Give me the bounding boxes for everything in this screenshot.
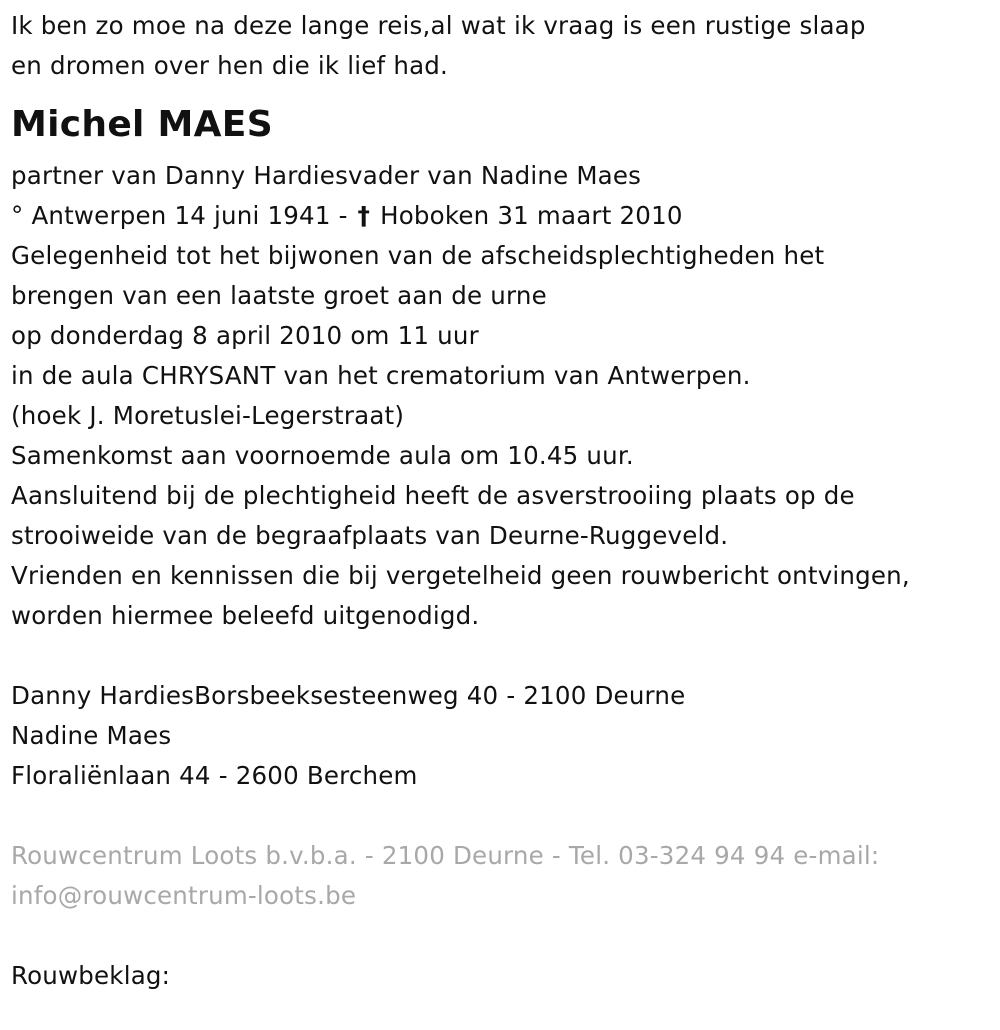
funeral-home-info: Rouwcentrum Loots b.v.b.a. - 2100 Deurne - Tel. 03-324 94 94 e-mail: [11,841,880,870]
ceremony-line: Samenkomst aan voornoemde aula om 10.45 uur. [11,441,634,470]
ceremony-line: worden hiermee beleefd uitgenodigd. [11,601,480,630]
death-info: Hoboken 31 maart 2010 [380,201,683,230]
cross-icon: † [357,201,371,230]
ceremony-line: op donderdag 8 april 2010 om 11 uur [11,321,479,350]
intro-quote-line-1: Ik ben zo moe na deze lange reis,al wat ik vraag is een rustige slaap [11,11,866,40]
funeral-home-email[interactable]: info@rouwcentrum-loots.be [11,881,357,910]
ceremony-line: Aansluitend bij de plechtigheid heeft de asverstrooiing plaats op de [11,481,855,510]
address-line: Danny HardiesBorsbeeksesteenweg 40 - 2100 Deurne [11,681,686,710]
intro-quote-line-2: en dromen over hen die ik lief had. [11,51,449,80]
ceremony-line: Gelegenheid tot het bijwonen van de afscheidsplechtigheden het [11,241,825,270]
ceremony-line: brengen van een laatste groet aan de urne [11,281,547,310]
spacer [11,796,1000,836]
birth-death-line [11,196,1000,236]
spacer [11,916,1000,956]
deceased-name: Michel MAES [11,104,273,145]
spacer [11,636,1000,676]
ceremony-line: Vrienden en kennissen die bij vergetelheid geen rouwbericht ontvingen, [11,561,910,590]
birth-info: ° Antwerpen 14 juni 1941 - [11,201,348,230]
ceremony-line: in de aula CHRYSANT van het crematorium van Antwerpen. [11,361,751,390]
condolences-label: Rouwbeklag: [11,961,171,990]
address-line: Nadine Maes [11,721,172,750]
ceremony-line: strooiweide van de begraafplaats van Deurne-Ruggeveld. [11,521,729,550]
address-line: Floraliënlaan 44 - 2600 Berchem [11,761,418,790]
ceremony-line: (hoek J. Moretuslei-Legerstraat) [11,401,405,430]
relation-line: partner van Danny Hardiesvader van Nadine Maes [11,161,642,190]
